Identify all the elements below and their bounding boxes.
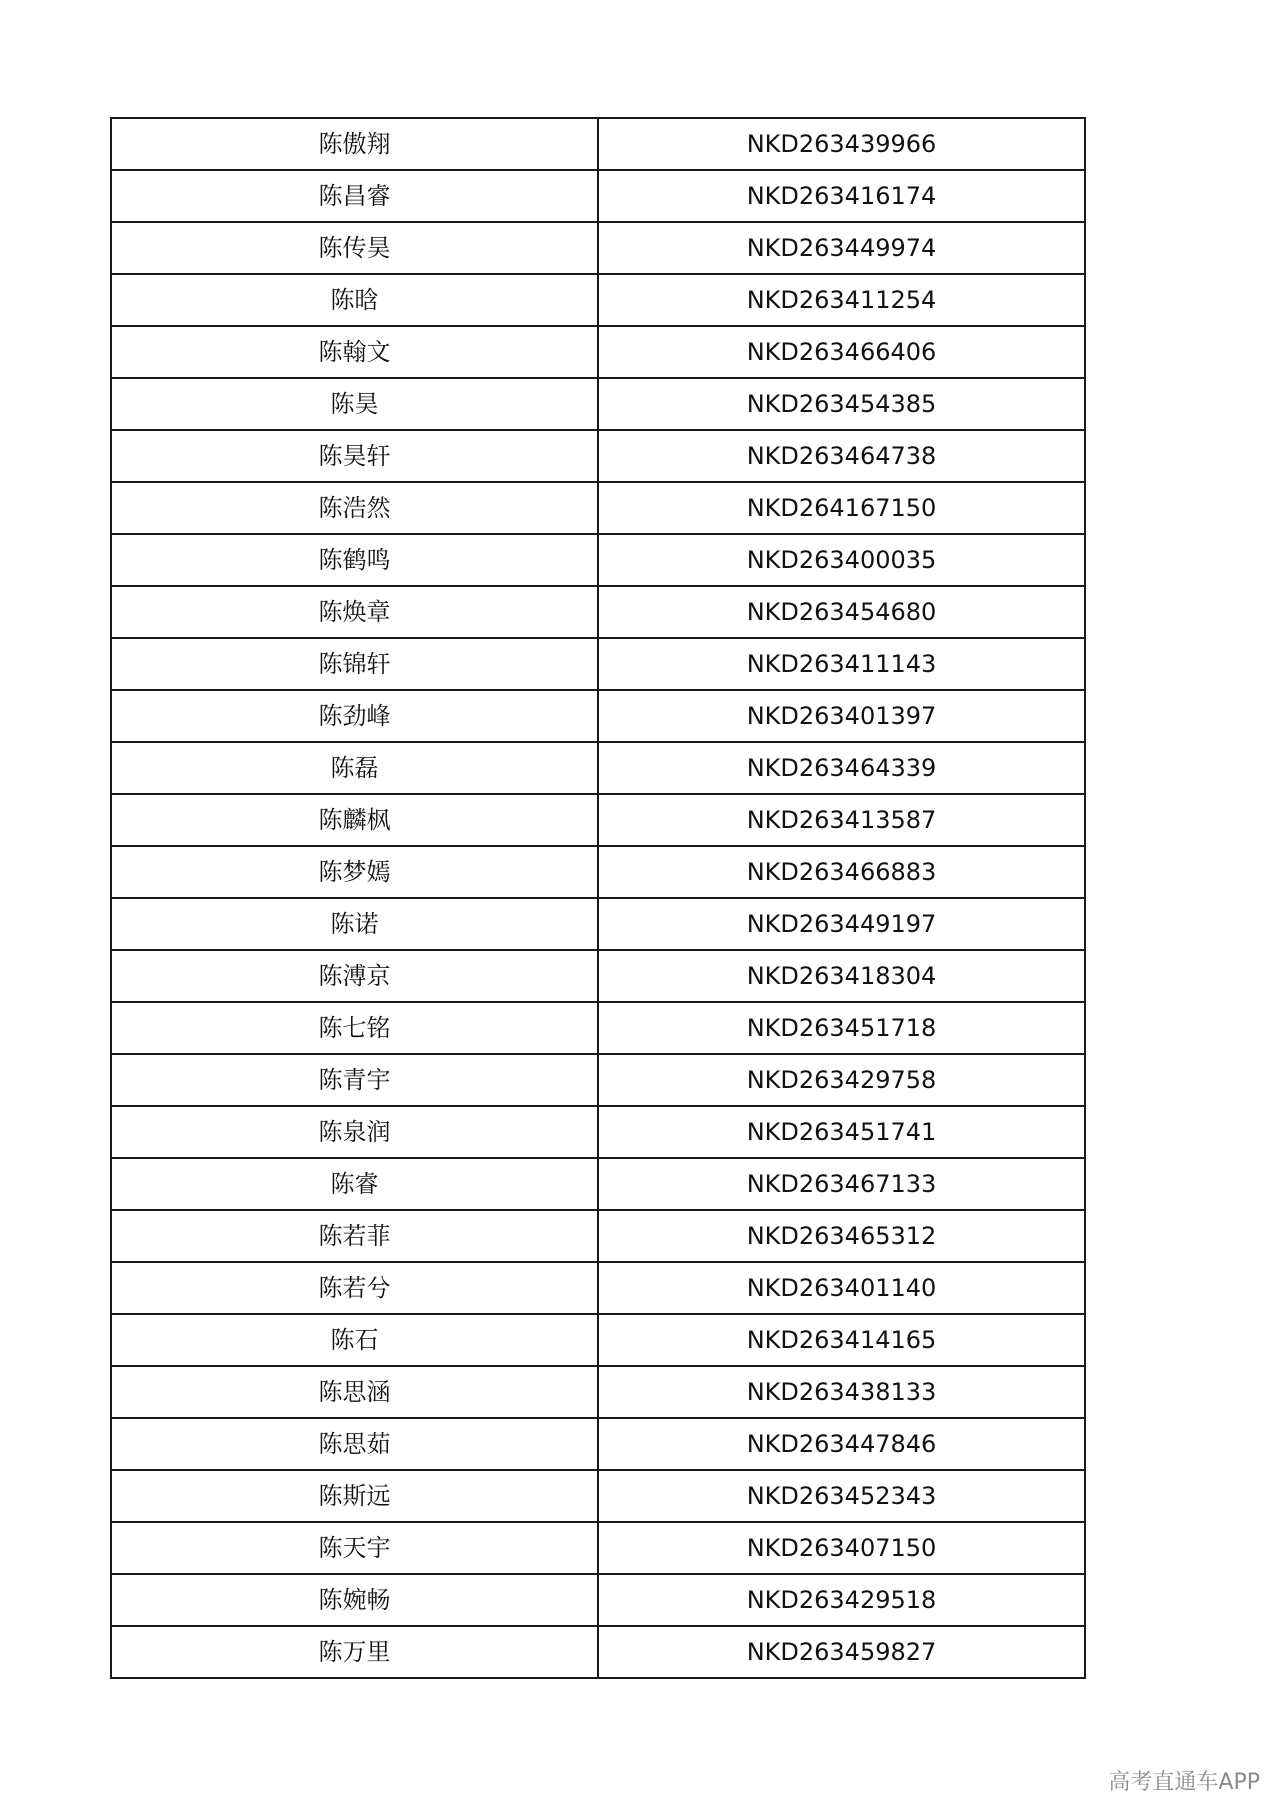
table-row: [111, 1418, 1085, 1470]
name-cell: 陈若兮: [111, 1262, 598, 1314]
table-row: [111, 638, 1085, 690]
candidate-id-cell: NKD263459827: [598, 1626, 1085, 1678]
candidate-id-cell: NKD263447846: [598, 1418, 1085, 1470]
candidate-id-cell: NKD263467133: [598, 1158, 1085, 1210]
table-row: [111, 1314, 1085, 1366]
candidate-id-cell: NKD263413587: [598, 794, 1085, 846]
name-cell: 陈思涵: [111, 1366, 598, 1418]
table-row: [111, 170, 1085, 222]
candidate-id-cell: NKD263454385: [598, 378, 1085, 430]
table-row: [111, 1054, 1085, 1106]
name-cell: 陈天宇: [111, 1522, 598, 1574]
candidate-id-cell: NKD263454680: [598, 586, 1085, 638]
name-cell: 陈思茹: [111, 1418, 598, 1470]
table-row: [111, 326, 1085, 378]
table-row: [111, 378, 1085, 430]
table-row: [111, 1158, 1085, 1210]
candidate-id-cell: NKD263411143: [598, 638, 1085, 690]
roster-table-body: [111, 118, 1085, 1678]
name-cell: 陈若菲: [111, 1210, 598, 1262]
candidate-id-cell: NKD263452343: [598, 1470, 1085, 1522]
candidate-id-cell: NKD263414165: [598, 1314, 1085, 1366]
table-row: [111, 118, 1085, 170]
candidate-id-cell: NKD263418304: [598, 950, 1085, 1002]
candidate-id-cell: NKD263439966: [598, 118, 1085, 170]
table-row: [111, 846, 1085, 898]
candidate-id-cell: NKD263401397: [598, 690, 1085, 742]
table-row: [111, 794, 1085, 846]
candidate-id-cell: NKD263400035: [598, 534, 1085, 586]
candidate-id-cell: NKD263429518: [598, 1574, 1085, 1626]
table-row: [111, 1262, 1085, 1314]
table-row: [111, 586, 1085, 638]
name-cell: 陈睿: [111, 1158, 598, 1210]
table-row: [111, 534, 1085, 586]
candidate-id-cell: NKD263464339: [598, 742, 1085, 794]
name-cell: 陈锦轩: [111, 638, 598, 690]
name-cell: 陈鹤鸣: [111, 534, 598, 586]
candidate-id-cell: NKD263449974: [598, 222, 1085, 274]
name-cell: 陈麟枫: [111, 794, 598, 846]
candidate-id-cell: NKD263449197: [598, 898, 1085, 950]
roster-table: [110, 117, 1086, 1679]
table-row: [111, 274, 1085, 326]
name-cell: 陈昌睿: [111, 170, 598, 222]
candidate-id-cell: NKD263416174: [598, 170, 1085, 222]
name-cell: 陈婉畅: [111, 1574, 598, 1626]
table-row: [111, 482, 1085, 534]
name-cell: 陈七铭: [111, 1002, 598, 1054]
candidate-id-cell: NKD263466406: [598, 326, 1085, 378]
name-cell: 陈焕章: [111, 586, 598, 638]
name-cell: 陈昊轩: [111, 430, 598, 482]
table-row: [111, 1626, 1085, 1678]
watermark-text: 高考直通车APP: [1108, 1770, 1260, 1795]
name-cell: 陈斯远: [111, 1470, 598, 1522]
table-row: [111, 690, 1085, 742]
table-row: [111, 1002, 1085, 1054]
candidate-id-cell: NKD263429758: [598, 1054, 1085, 1106]
name-cell: 陈晗: [111, 274, 598, 326]
candidate-id-cell: NKD263465312: [598, 1210, 1085, 1262]
table-row: [111, 950, 1085, 1002]
table-row: [111, 1522, 1085, 1574]
name-cell: 陈劲峰: [111, 690, 598, 742]
name-cell: 陈磊: [111, 742, 598, 794]
candidate-id-cell: NKD263464738: [598, 430, 1085, 482]
table-row: [111, 1106, 1085, 1158]
name-cell: 陈梦嫣: [111, 846, 598, 898]
table-row: [111, 1210, 1085, 1262]
candidate-id-cell: NKD263438133: [598, 1366, 1085, 1418]
candidate-id-cell: NKD263451718: [598, 1002, 1085, 1054]
name-cell: 陈万里: [111, 1626, 598, 1678]
table-row: [111, 742, 1085, 794]
table-row: [111, 1470, 1085, 1522]
candidate-id-cell: NKD263466883: [598, 846, 1085, 898]
table-row: [111, 222, 1085, 274]
name-cell: 陈泉润: [111, 1106, 598, 1158]
name-cell: 陈青宇: [111, 1054, 598, 1106]
table-row: [111, 898, 1085, 950]
name-cell: 陈传昊: [111, 222, 598, 274]
name-cell: 陈石: [111, 1314, 598, 1366]
candidate-id-cell: NKD263451741: [598, 1106, 1085, 1158]
name-cell: 陈诺: [111, 898, 598, 950]
candidate-id-cell: NKD263407150: [598, 1522, 1085, 1574]
name-cell: 陈傲翔: [111, 118, 598, 170]
candidate-id-cell: NKD264167150: [598, 482, 1085, 534]
name-cell: 陈溥京: [111, 950, 598, 1002]
table-row: [111, 1574, 1085, 1626]
name-cell: 陈翰文: [111, 326, 598, 378]
candidate-id-cell: NKD263411254: [598, 274, 1085, 326]
candidate-id-cell: NKD263401140: [598, 1262, 1085, 1314]
name-cell: 陈昊: [111, 378, 598, 430]
table-row: [111, 1366, 1085, 1418]
table-row: [111, 430, 1085, 482]
name-cell: 陈浩然: [111, 482, 598, 534]
